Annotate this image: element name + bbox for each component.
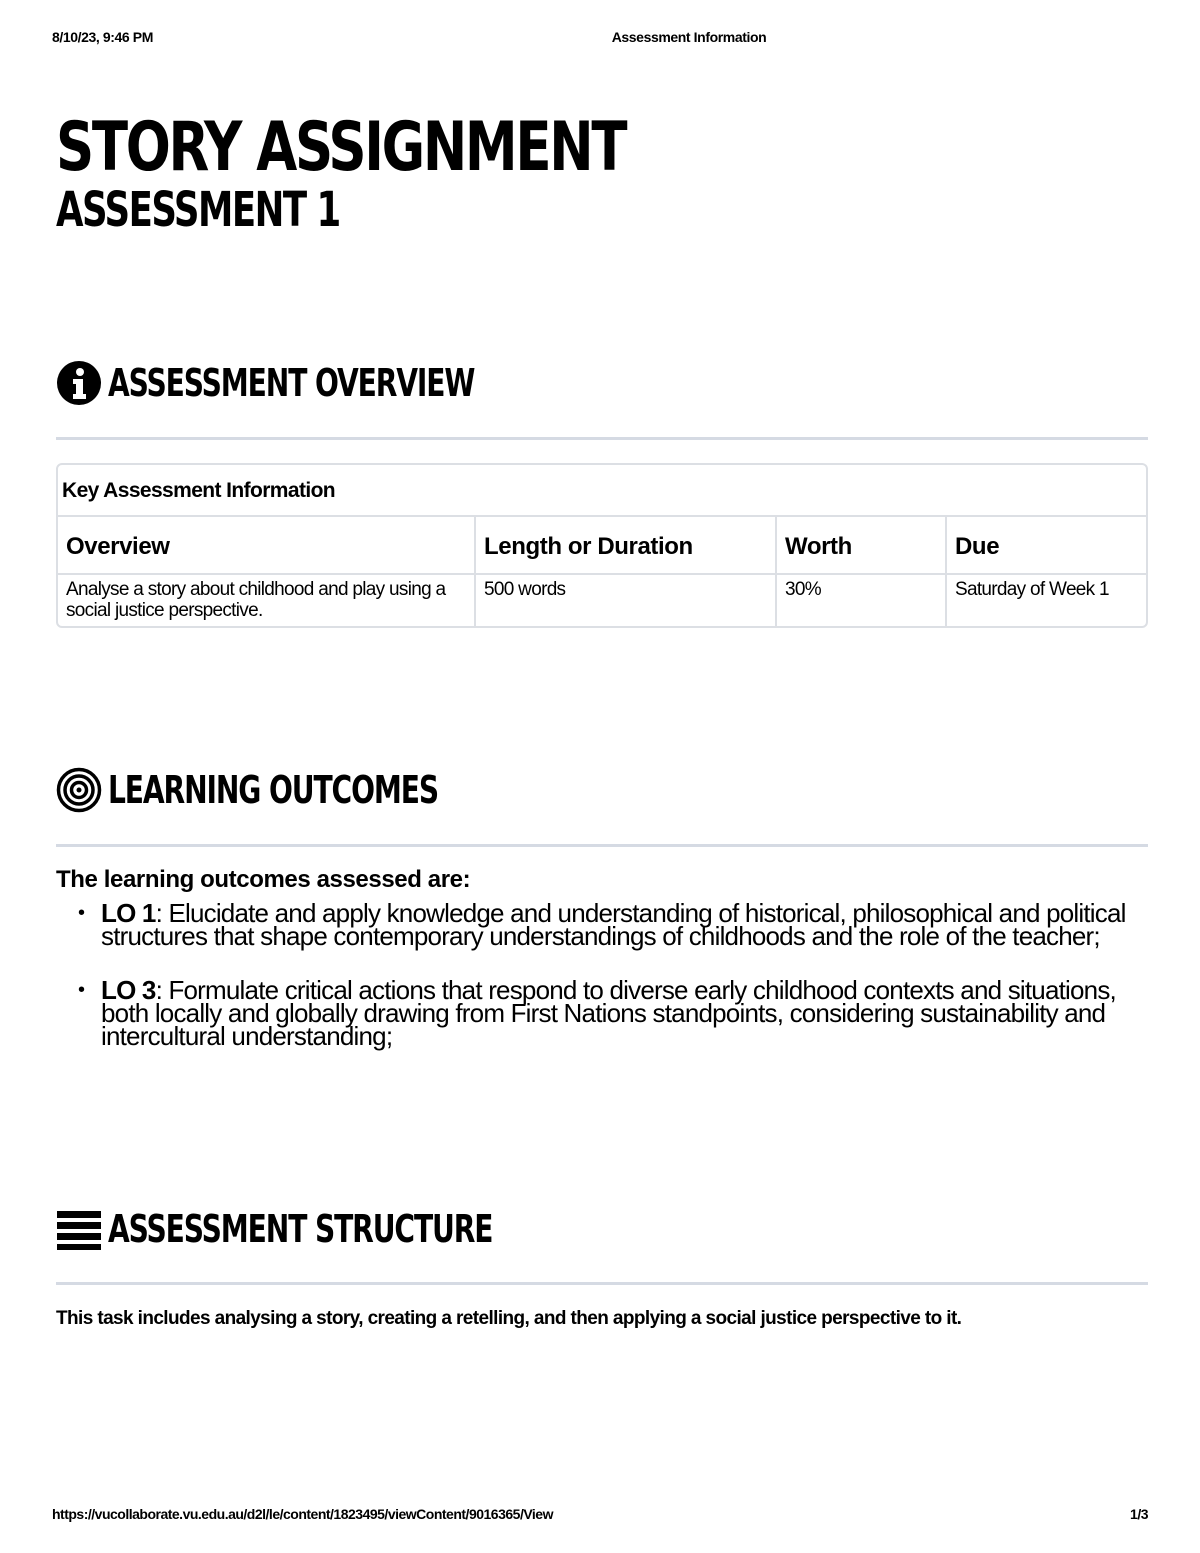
- table-cell: 30%: [775, 575, 945, 626]
- outcome-code: LO 1: [101, 898, 156, 928]
- outcome-text: : Elucidate and apply knowledge and understanding of historical, philosophical and political structures that shape contemporary understandings of childhoods and the role of the teacher;: [101, 898, 1126, 951]
- table-header-row: [58, 517, 1146, 575]
- info-circle-icon: [56, 360, 102, 406]
- title-block: [56, 108, 786, 238]
- bullet-icon: •: [78, 902, 85, 924]
- table-cell: Saturday of Week 1: [945, 575, 1146, 626]
- print-header: [0, 29, 1200, 49]
- section-divider: [56, 437, 1148, 440]
- table-row: [58, 575, 1146, 626]
- outcomes-heading: LEARNING OUTCOMES: [108, 768, 438, 812]
- column-header: Worth: [775, 517, 945, 575]
- outcome-text: : Formulate critical actions that respond to diverse early childhood contexts and situations, both locally and globally drawing from First Nations standpoints, considering sustainability and intercultural understanding;: [101, 975, 1116, 1051]
- column-header: Length or Duration: [474, 517, 775, 575]
- print-footer: [0, 1506, 1200, 1526]
- target-icon: [56, 767, 102, 813]
- print-datetime: 8/10/23, 9:46 PM: [52, 29, 153, 45]
- key-assessment-table: [56, 463, 1148, 628]
- page-subtitle: ASSESSMENT 1: [56, 182, 340, 238]
- overview-heading: ASSESSMENT OVERVIEW: [108, 361, 475, 405]
- outcomes-list: [56, 898, 1146, 1079]
- overview-section-heading: [56, 358, 603, 408]
- outcome-code: LO 3: [101, 975, 156, 1005]
- section-divider: [56, 1282, 1148, 1285]
- table-caption: Key Assessment Information: [58, 465, 1146, 517]
- section-divider: [56, 844, 1148, 847]
- page-url: https://vucollaborate.vu.edu.au/d2l/le/content/1823495/viewContent/9016365/View: [52, 1506, 553, 1522]
- column-header: Overview: [58, 517, 474, 575]
- column-header: Due: [945, 517, 1146, 575]
- page-number: 1/3: [1130, 1506, 1148, 1522]
- outcomes-section-heading: [56, 765, 554, 815]
- outcomes-intro: The learning outcomes assessed are:: [56, 866, 471, 893]
- list-item: [56, 898, 1146, 951]
- structure-section-heading: [56, 1204, 627, 1254]
- table-cell: 500 words: [474, 575, 775, 626]
- structure-description: This task includes analysing a story, creating a retelling, and then applying a social justice perspective to it.: [56, 1308, 962, 1329]
- page-title: STORY ASSIGNMENT: [56, 108, 626, 187]
- menu-bars-icon: [56, 1206, 102, 1252]
- table-cell: Analyse a story about childhood and play using a social justice perspective.: [66, 579, 446, 621]
- bullet-icon: •: [78, 979, 85, 1001]
- structure-heading: ASSESSMENT STRUCTURE: [108, 1207, 493, 1251]
- print-document-title: Assessment Information: [611, 29, 767, 45]
- list-item: [56, 975, 1146, 1051]
